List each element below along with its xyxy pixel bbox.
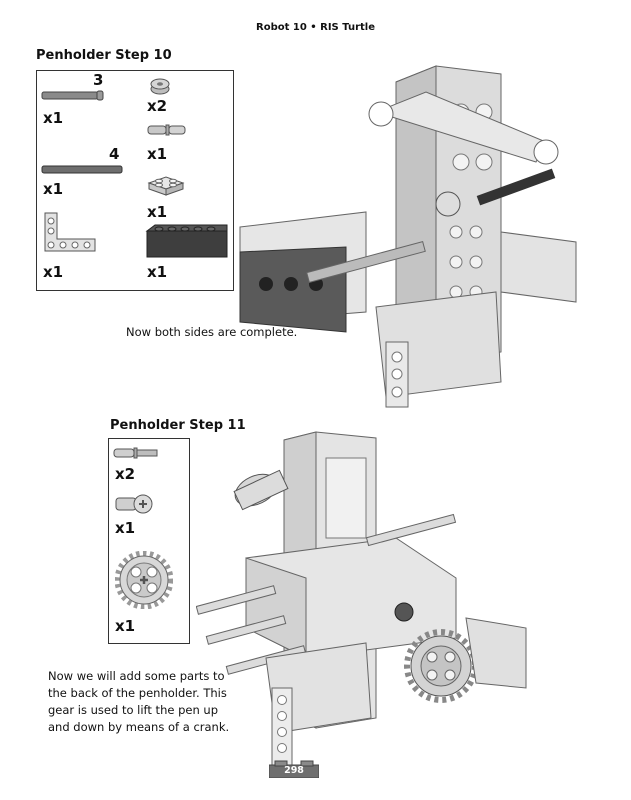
step-10-caption: Now both sides are complete. — [126, 325, 298, 339]
caption-line: gear is used to lift the pen up — [48, 703, 218, 717]
friction-pin-qty: x1 — [147, 145, 168, 163]
caption-line: Now we will add some parts to — [48, 669, 225, 683]
step-11-parts-box — [108, 438, 190, 644]
axle-pin-image — [113, 445, 159, 461]
plate-2x2-qty: x1 — [147, 203, 168, 221]
step-11-caption — [48, 668, 229, 736]
gear-24-tooth-image — [115, 551, 173, 609]
step-10-assembly-illustration — [236, 52, 586, 412]
axle-pin-qty: x2 — [115, 465, 136, 483]
technic-brick-qty: x1 — [147, 263, 168, 281]
caption-line: and down by means of a crank. — [48, 720, 230, 734]
bush-image — [149, 77, 171, 95]
pin-connector-qty: x1 — [115, 519, 136, 537]
technic-brick-image — [145, 223, 229, 259]
pin-connector-image — [115, 493, 155, 515]
page-number: 298 — [284, 765, 304, 776]
plate-2x2-image — [147, 171, 185, 197]
axle-3-qty: x1 — [43, 109, 64, 127]
step-11-assembly-illustration — [196, 428, 536, 773]
step-10-title: Penholder Step 10 — [36, 48, 172, 63]
running-header: Robot 10 • RIS Turtle — [256, 22, 375, 33]
caption-line: the back of the penholder. This — [48, 686, 227, 700]
l-beam-qty: x1 — [43, 263, 64, 281]
axle-3-length-label: 3 — [93, 71, 104, 89]
bush-qty: x2 — [147, 97, 168, 115]
gear-24-tooth-qty: x1 — [115, 617, 136, 635]
axle-3-image — [41, 89, 105, 103]
step-10-parts-box — [36, 70, 234, 291]
l-beam-image — [41, 209, 101, 255]
axle-4-qty: x1 — [43, 180, 64, 198]
axle-4-image — [41, 163, 125, 177]
step-11-title: Penholder Step 11 — [110, 418, 246, 433]
axle-4-length-label: 4 — [109, 145, 120, 163]
friction-pin-image — [147, 123, 187, 137]
